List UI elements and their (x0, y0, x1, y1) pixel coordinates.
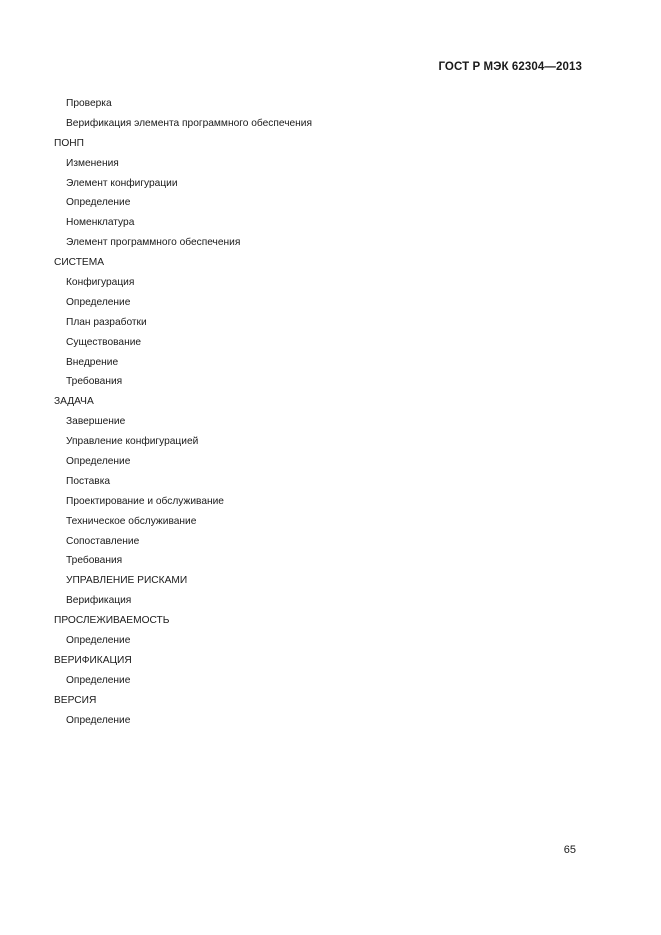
index-subterm: Требования (66, 555, 123, 567)
index-subterm: Определение (66, 296, 131, 308)
index-subterm: Определение (66, 456, 131, 468)
index-subterm: Изменения (66, 157, 119, 169)
index-subterm: Определение (66, 674, 131, 686)
index-subterm: Поставка (66, 475, 111, 487)
index-subterm: Требования (66, 376, 123, 388)
index-term: ВЕРИФИКАЦИЯ (54, 654, 132, 666)
index-subterm: Элемент конфигурации (66, 177, 178, 189)
index-term: ЗАДАЧА (54, 396, 94, 408)
index-term: ПОНП (54, 137, 84, 149)
document-header: ГОСТ Р МЭК 62304—2013 (438, 61, 582, 73)
index-subterm: Номенклатура (66, 217, 135, 229)
index-subterm: Сопоставление (66, 535, 140, 547)
index-subterm: УПРАВЛЕНИЕ РИСКАМИ (66, 575, 188, 587)
index-subterm: Верификация (66, 595, 132, 607)
page-number: 65 (563, 844, 576, 856)
index-term: ПРОСЛЕЖИВАЕМОСТЬ (54, 615, 170, 627)
subject-index (54, 97, 594, 734)
index-subterm: Управление конфигурацией (66, 436, 199, 448)
index-subterm: Конфигурация (66, 277, 135, 289)
index-subterm: Техническое обслуживание (66, 515, 197, 527)
index-subterm: Существование (66, 336, 142, 348)
index-subterm: Определение (66, 714, 131, 726)
index-subterm: План разработки (66, 316, 147, 328)
index-subterm: Верификация элемента программного обеспечения (66, 117, 313, 129)
index-subterm: Определение (66, 635, 131, 647)
index-subterm: Элемент программного обеспечения (66, 237, 241, 249)
index-subterm: Завершение (66, 416, 126, 428)
index-subterm: Определение (66, 197, 131, 209)
index-term: СИСТЕМА (54, 257, 104, 269)
index-subterm: Проверка (66, 98, 112, 109)
index-term: ВЕРСИЯ (54, 694, 97, 706)
index-subterm: Проектирование и обслуживание (66, 495, 224, 507)
index-subterm: Внедрение (66, 356, 119, 368)
